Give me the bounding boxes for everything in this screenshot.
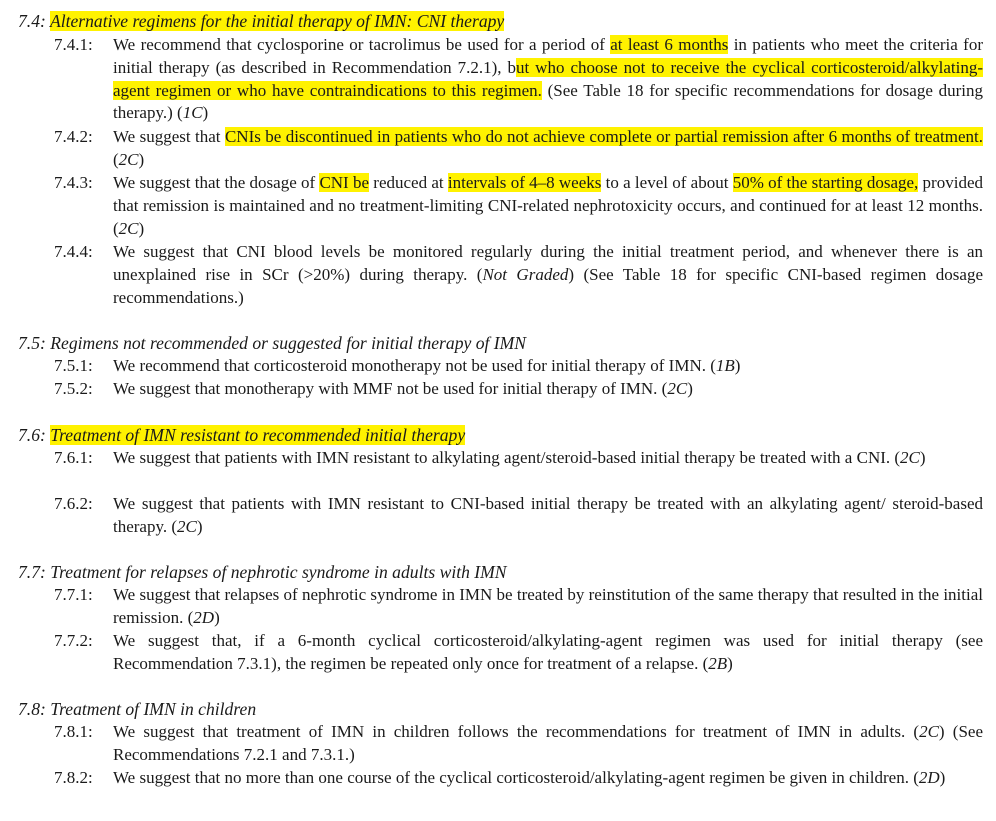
recommendation-number: 7.7.1: bbox=[54, 585, 93, 604]
highlighted-text: CNIs be discontinued in patients who do not achieve complete or partial remission after 6 months of treatment. bbox=[224, 127, 983, 146]
highlighted-text: ut who choose not to receive the cyclical corticosteroid/alkylating-agent regimen or who have contraindications to this regimen. bbox=[113, 57, 983, 100]
highlighted-text: CNI be bbox=[319, 173, 370, 192]
text-run: We suggest that the dosage of bbox=[113, 173, 320, 192]
text-run: reduced at bbox=[369, 173, 448, 192]
evidence-grade: 2C bbox=[667, 379, 688, 398]
section-heading bbox=[18, 561, 507, 583]
text-run: We recommend that cyclosporine or tacrolimus be used for a period of bbox=[113, 35, 611, 54]
section-number: 7.5: bbox=[18, 333, 46, 353]
text-run: We suggest that bbox=[113, 127, 225, 146]
evidence-grade: 2C bbox=[177, 516, 197, 536]
text-run: We recommend that corticosteroid monotherapy not be used for initial therapy of IMN. ( bbox=[113, 356, 716, 375]
section-number: 7.6: bbox=[18, 425, 46, 445]
recommendation-number: 7.5.1: bbox=[54, 356, 93, 375]
recommendation-text bbox=[113, 172, 983, 240]
text-run: We suggest that treatment of IMN in children follows the recommendations for treatment of IMN in adults. ( bbox=[113, 722, 920, 741]
text-run: ) (See Table 18 for specific CNI-based regimen dosage recommendations.) bbox=[113, 264, 983, 307]
text-run: ) bbox=[202, 103, 209, 123]
recommendation-text bbox=[113, 721, 983, 767]
section-number: 7.4: bbox=[18, 11, 46, 31]
text-run: We suggest that relapses of nephrotic syndrome in IMN be treated by reinstitution of the same therapy that resulted in the initial remission. ( bbox=[113, 585, 983, 627]
section-number: 7.7: bbox=[18, 562, 46, 582]
evidence-grade: 2D bbox=[193, 607, 215, 627]
section-title: Treatment for relapses of nephrotic syndrome in adults with IMN bbox=[50, 562, 507, 582]
recommendation-number: 7.4.2: bbox=[54, 127, 93, 146]
text-run: ) bbox=[687, 379, 693, 398]
evidence-grade: Not Graded bbox=[482, 264, 569, 284]
text-run: ) bbox=[939, 768, 946, 787]
text-run: (See Table 18 for specific recommendations for dosage during therapy.) ( bbox=[113, 80, 983, 123]
text-run: to a level of about bbox=[601, 173, 733, 192]
highlighted-text: 50% of the starting dosage, bbox=[732, 173, 919, 192]
recommendation-text bbox=[113, 584, 983, 630]
recommendation-number: 7.7.2: bbox=[54, 631, 93, 650]
text-run: ) bbox=[734, 356, 741, 375]
evidence-grade: 2C bbox=[118, 149, 139, 169]
text-run: ) (See Recommendations 7.2.1 and 7.3.1.) bbox=[113, 722, 983, 764]
recommendation-number: 7.8.1: bbox=[54, 722, 93, 741]
section-heading bbox=[18, 698, 256, 720]
text-run: ) bbox=[214, 607, 220, 627]
evidence-grade: 2B bbox=[708, 653, 728, 673]
text-run: ) bbox=[919, 448, 926, 467]
text-run: We suggest that, if a 6-month cyclical corticosteroid/alkylating-agent regimen was used for initial therapy (see Recommendation 7.3.1), the regimen be repeated only once for treatment of a relapse. ( bbox=[113, 631, 983, 673]
text-run: ) bbox=[138, 218, 145, 238]
text-run: ) bbox=[196, 516, 203, 536]
section-title: Alternative regimens for the initial therapy of IMN: CNI therapy bbox=[49, 11, 505, 31]
section-heading bbox=[18, 424, 465, 446]
recommendation-text bbox=[113, 493, 983, 539]
section-heading bbox=[18, 10, 504, 32]
text-run: provided that remission is maintained and no treatment-limiting CNI-related nephrotoxicity occurs, and continued for at least 12 months. ( bbox=[113, 173, 983, 238]
section-title: Treatment of IMN resistant to recommended initial therapy bbox=[50, 425, 466, 445]
recommendation-text bbox=[113, 241, 983, 309]
recommendation-number: 7.6.2: bbox=[54, 494, 93, 513]
section-title: Treatment of IMN in children bbox=[50, 699, 257, 719]
evidence-grade: 1B bbox=[715, 356, 735, 375]
recommendation-text bbox=[113, 447, 983, 470]
recommendation-number: 7.4.4: bbox=[54, 242, 93, 261]
evidence-grade: 2C bbox=[118, 218, 139, 238]
text-run: We suggest that patients with IMN resistant to CNI-based initial therapy be treated with an alkylating agent/ steroid-based therapy. ( bbox=[113, 494, 983, 536]
recommendation-text bbox=[113, 630, 983, 676]
evidence-grade: 2C bbox=[900, 448, 920, 467]
evidence-grade: 1C bbox=[182, 103, 203, 123]
text-run: in patients who meet the criteria for initial therapy (as described in Recommendation 7.2.1), b bbox=[113, 35, 983, 77]
highlighted-text: at least 6 months bbox=[610, 35, 729, 54]
recommendation-number: 7.4.3: bbox=[54, 173, 93, 192]
recommendation-text bbox=[113, 34, 983, 125]
text-run: We suggest that patients with IMN resistant to alkylating agent/steroid-based initial therapy be treated with a CNI. ( bbox=[113, 448, 901, 467]
evidence-grade: 2C bbox=[919, 722, 939, 741]
section-number: 7.8: bbox=[18, 699, 46, 719]
text-run: We suggest that monotherapy with MMF not be used for initial therapy of IMN. ( bbox=[113, 379, 668, 398]
recommendation-number: 7.6.1: bbox=[54, 448, 93, 467]
text-run: We suggest that no more than one course of the cyclical corticosteroid/alkylating-agent regimen be given in children. ( bbox=[113, 768, 919, 787]
text-run: ( bbox=[113, 149, 119, 169]
text-run: ) bbox=[138, 149, 145, 169]
recommendation-text bbox=[113, 767, 983, 790]
evidence-grade: 2D bbox=[918, 768, 940, 787]
recommendation-number: 7.5.2: bbox=[54, 379, 93, 398]
section-title: Regimens not recommended or suggested for initial therapy of IMN bbox=[50, 333, 527, 353]
text-run: ) bbox=[727, 653, 733, 673]
recommendation-number: 7.4.1: bbox=[54, 35, 93, 54]
recommendation-text bbox=[113, 126, 983, 172]
recommendation-text bbox=[113, 378, 983, 401]
recommendation-number: 7.8.2: bbox=[54, 768, 93, 787]
recommendation-text bbox=[113, 355, 983, 378]
text-run: We suggest that CNI blood levels be monitored regularly during the initial treatment period, and whenever there is an unexplained rise in SCr (>20%) during therapy. ( bbox=[113, 242, 983, 284]
section-heading bbox=[18, 332, 526, 354]
highlighted-text: intervals of 4–8 weeks bbox=[447, 173, 602, 192]
